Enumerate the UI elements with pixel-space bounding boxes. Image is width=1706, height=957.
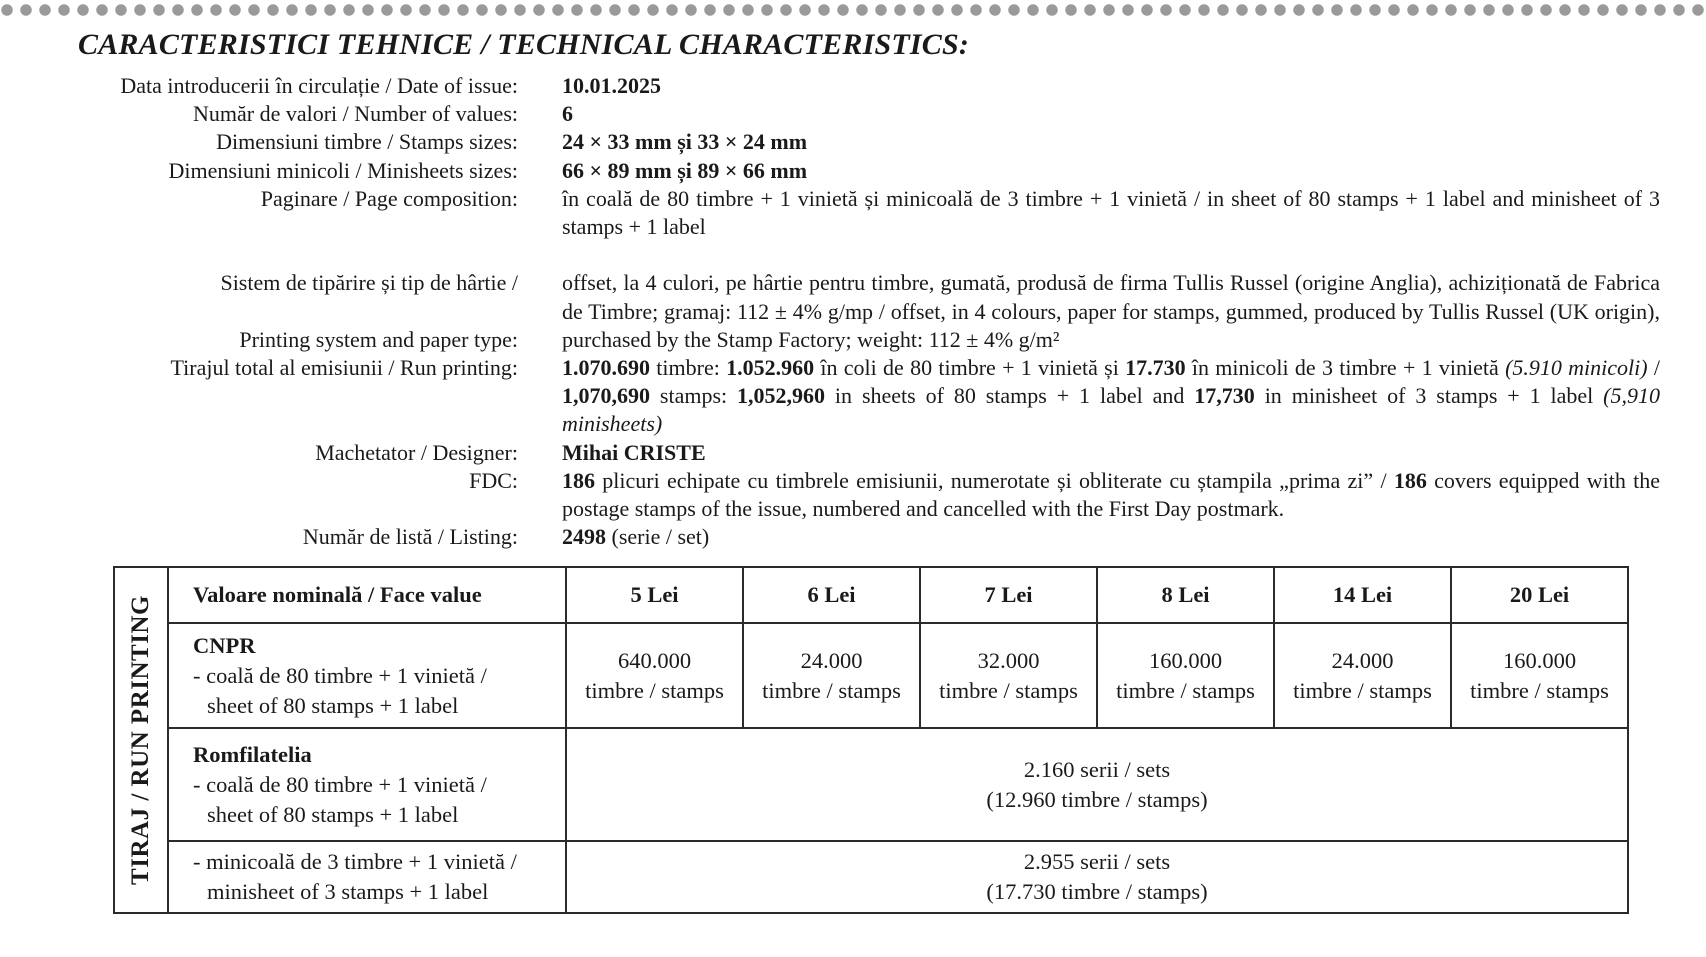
spec-label: Dimensiuni minicoli / Minisheets sizes:: [168, 157, 518, 183]
designer-name: Mihai CRISTE: [562, 439, 706, 465]
fdc-text: plicuri echipate cu timbrele emisiunii, numerotate și obliterate cu ștampila „prima zi” /: [595, 467, 1394, 493]
qty-unit: timbre / stamps: [762, 677, 901, 703]
face-value-6: 6 Lei: [743, 567, 920, 623]
face-value-20: 20 Lei: [1451, 567, 1628, 623]
spec-value: [562, 439, 1660, 467]
face-value-header: Valoare nominală / Face value: [168, 567, 566, 623]
qty-unit: timbre / stamps: [1470, 677, 1609, 703]
minisheet-description: [168, 841, 566, 913]
run-printing-table: [113, 566, 1629, 914]
spec-label: [0, 241, 518, 354]
spec-value: [562, 157, 1660, 185]
specs-list: [0, 72, 1706, 551]
table-row-romfilatelia: [114, 728, 1628, 841]
spec-label: Data introducerii în circulație / Date of issue:: [120, 73, 518, 98]
spec-label: Număr de listă / Listing:: [302, 524, 518, 550]
listing-number: 2498: [562, 524, 606, 550]
spec-row-run-printing: [0, 354, 1706, 439]
side-label-cell: [114, 567, 168, 913]
face-value-5: 5 Lei: [566, 567, 743, 623]
spec-value: [562, 354, 1660, 439]
total-stamps: (12.960 timbre / stamps): [986, 786, 1208, 812]
fdc-count: 186: [562, 467, 595, 493]
romfilatelia-line: - coală de 80 timbre + 1 vinietă /: [193, 771, 487, 797]
qty-value: 160.000: [1502, 647, 1577, 673]
run-text: stamps:: [650, 383, 738, 409]
qty-value: 160.000: [1148, 647, 1223, 673]
spec-label-line: Printing system and paper type:: [239, 326, 518, 352]
spec-row-printing-system: [0, 241, 1706, 354]
cnpr-description: [168, 623, 566, 728]
spec-value: [562, 241, 1660, 354]
perforation-edge: [0, 3, 1706, 17]
face-value-14: 14 Lei: [1274, 567, 1451, 623]
spec-label: Dimensiuni timbre / Stamps sizes:: [216, 129, 518, 155]
spec-value: [562, 523, 1660, 551]
table-row-minisheet: [114, 841, 1628, 913]
table-header-row: [114, 567, 1628, 623]
cnpr-name: CNPR: [193, 632, 256, 658]
spec-label: Tirajul total al emisiunii / Run printing:: [170, 355, 518, 381]
minisheet-size-value: 66 × 89 mm și 89 × 66 mm: [562, 157, 808, 183]
romfilatelia-description: [168, 728, 566, 841]
run-mini-count-en: (5,910 minisheets): [562, 383, 1660, 437]
qty-unit: timbre / stamps: [1293, 677, 1432, 703]
spec-label: Machetator / Designer:: [315, 439, 518, 465]
face-value-7: 7 Lei: [920, 567, 1097, 623]
qty-value: 24.000: [1331, 647, 1394, 673]
spec-value: [562, 72, 1660, 100]
page-title: CARACTERISTICI TEHNICE / TECHNICAL CHARACTERISTICS:: [78, 28, 970, 61]
qty-value: 32.000: [977, 647, 1040, 673]
spec-row-minisheet-size: [0, 157, 1706, 185]
run-text: timbre:: [650, 355, 727, 381]
total-sets: 2.160 serii / sets: [1023, 756, 1171, 782]
romfilatelia-name: Romfilatelia: [193, 741, 312, 767]
run-mini-count-ro: (5.910 minicoli): [1505, 355, 1648, 381]
spec-label-line: Sistem de tipărire și tip de hârtie /: [220, 270, 518, 296]
romfilatelia-total: [566, 728, 1628, 841]
spec-value: [562, 100, 1660, 128]
spec-label: Număr de valori / Number of values:: [192, 101, 518, 127]
spec-row-date: [0, 72, 1706, 100]
printing-system-value: offset, la 4 culori, pe hârtie pentru timbre, gumată, produsă de firma Tullis Russel (origine Anglia), achiziționată de Fabrica de Timbre; gramaj: 112 ± 4% g/mp / offset, in 4 colours, paper for stamps, gummed, produced by Tullis Russel (UK origin), purchased by the Stamp Factory; weight: 112 ± 4% g/m²: [562, 270, 1660, 352]
fdc-count: 186: [1393, 467, 1427, 493]
cnpr-qty-20: [1451, 623, 1628, 728]
cnpr-qty-5: [566, 623, 743, 728]
run-text: in sheets of 80 stamps + 1 label and: [825, 383, 1195, 409]
spec-value: [562, 467, 1660, 523]
listing-suffix: (serie / set): [606, 524, 710, 550]
spec-row-designer: [0, 439, 1706, 467]
side-label: TIRAJ / RUN PRINTING: [127, 595, 154, 885]
cnpr-qty-8: [1097, 623, 1274, 728]
run-mini-ro: 17.730: [1125, 355, 1186, 381]
run-sheets-ro: 1.052.960: [726, 355, 815, 381]
qty-unit: timbre / stamps: [939, 677, 1078, 703]
spec-row-stamp-size: [0, 128, 1706, 156]
run-mini-en: 17,730: [1194, 383, 1255, 409]
table-row-cnpr: [114, 623, 1628, 728]
qty-value: 640.000: [617, 647, 692, 673]
face-value-8: 8 Lei: [1097, 567, 1274, 623]
spec-value: în coală de 80 timbre + 1 vinietă și minicoală de 3 timbre + 1 vinietă / in sheet of 80 stamps + 1 label and minisheet of 3 stamps + 1 label: [562, 185, 1660, 240]
qty-value: 24.000: [800, 647, 863, 673]
romfilatelia-line: sheet of 80 stamps + 1 label: [207, 801, 459, 827]
date-value: 10.01.2025: [562, 73, 661, 98]
minisheet-line: minisheet of 3 stamps + 1 label: [207, 879, 489, 904]
run-total-ro: 1.070.690: [562, 355, 650, 381]
total-sets: 2.955 serii / sets: [1023, 849, 1171, 874]
run-text: /: [1647, 355, 1661, 381]
spec-row-values: [0, 100, 1706, 128]
cnpr-qty-6: [743, 623, 920, 728]
spec-row-fdc: [0, 467, 1706, 523]
cnpr-qty-7: [920, 623, 1097, 728]
minisheet-total: [566, 841, 1628, 913]
run-text: în coli de 80 timbre + 1 vinietă și: [814, 355, 1126, 381]
qty-unit: timbre / stamps: [1116, 677, 1255, 703]
run-total-en: 1,070,690: [562, 383, 650, 409]
stamp-size-value: 24 × 33 mm și 33 × 24 mm: [562, 129, 808, 155]
run-sheets-en: 1,052,960: [737, 383, 826, 409]
spec-label: Paginare / Page composition:: [260, 185, 518, 211]
spec-row-page-composition: [0, 185, 1706, 241]
spec-value: [562, 128, 1660, 156]
spec-label: FDC:: [469, 467, 518, 493]
run-text: in minisheet of 3 stamps + 1 label: [1254, 383, 1604, 409]
cnpr-line: sheet of 80 stamps + 1 label: [207, 692, 459, 718]
run-text: în minicoli de 3 timbre + 1 vinietă: [1185, 355, 1506, 381]
fdc-text: covers equipped with the postage stamps of the issue, numbered and cancelled with the First Day postmark.: [562, 467, 1660, 522]
cnpr-qty-14: [1274, 623, 1451, 728]
values-count: 6: [562, 101, 573, 127]
cnpr-line: - coală de 80 timbre + 1 vinietă /: [193, 662, 487, 688]
qty-unit: timbre / stamps: [585, 677, 724, 703]
total-stamps: (17.730 timbre / stamps): [986, 879, 1208, 904]
spec-row-listing: [0, 523, 1706, 551]
minisheet-line: - minicoală de 3 timbre + 1 vinietă /: [193, 849, 517, 874]
